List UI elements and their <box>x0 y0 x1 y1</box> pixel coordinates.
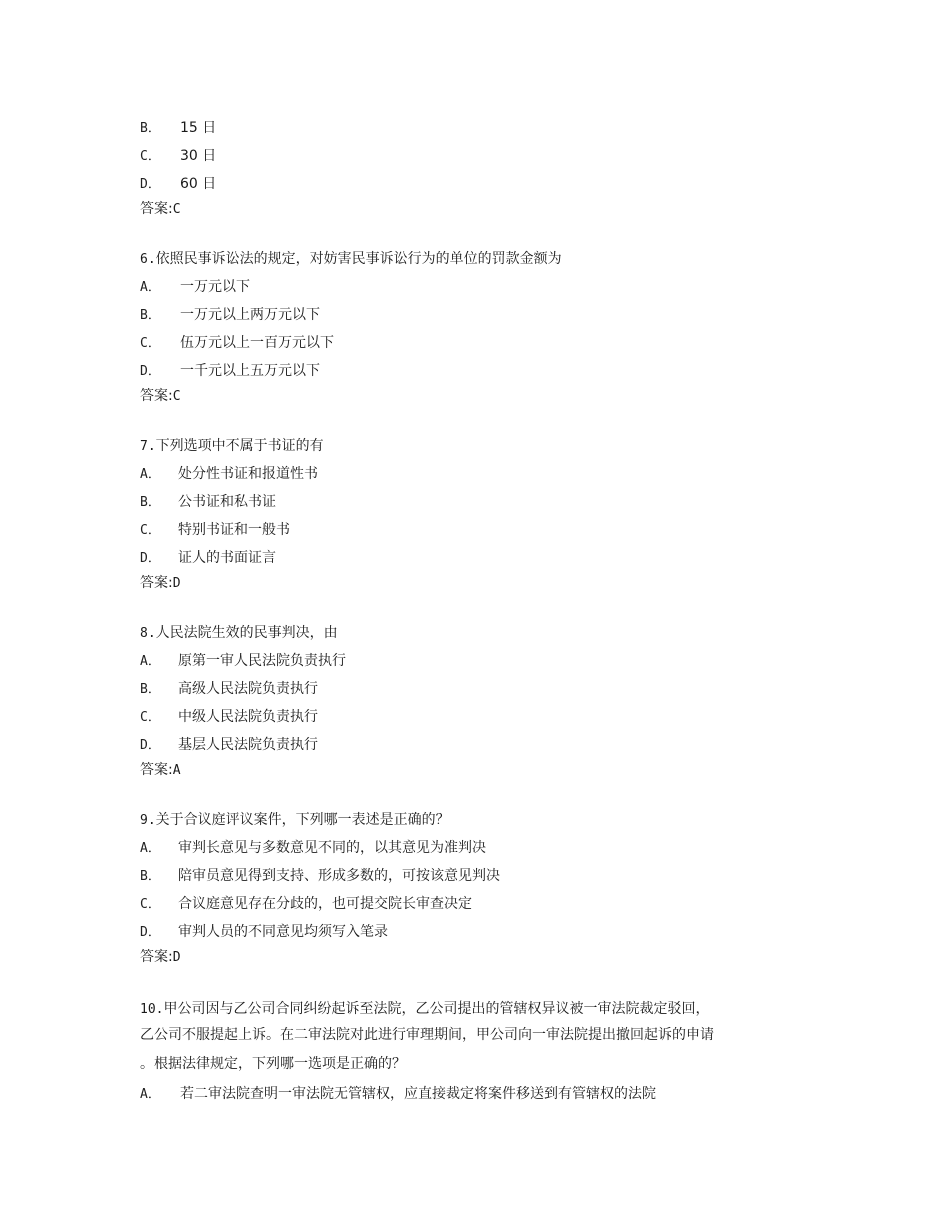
option-d <box>140 922 388 942</box>
option-text: 一万元以上两万元以下 <box>180 307 320 323</box>
option-letter: B． <box>140 121 161 136</box>
answer-label: 答案: <box>140 949 173 965</box>
answer-line <box>140 947 181 967</box>
option-letter: B． <box>140 682 161 697</box>
answer-value: A <box>172 763 181 778</box>
option-a <box>140 1084 656 1104</box>
option-c <box>140 894 472 914</box>
option-text: 一万元以下 <box>180 279 250 295</box>
option-letter: C． <box>140 897 161 912</box>
option-letter: A． <box>140 841 161 856</box>
question-text-line-1: 甲公司因与乙公司合同纠纷起诉至法院，乙公司提出的管辖权异议被一审法院裁定驳回， <box>163 1001 710 1017</box>
answer-label: 答案: <box>140 388 173 404</box>
option-letter: D． <box>140 925 161 940</box>
option-c <box>140 520 290 540</box>
option-letter: A． <box>140 280 161 295</box>
option-d <box>140 174 216 194</box>
option-text: 原第一审人民法院负责执行 <box>178 653 346 669</box>
question-stem <box>140 623 338 643</box>
answer-label: 答案: <box>140 201 173 217</box>
option-b <box>140 679 318 699</box>
option-b <box>140 492 276 512</box>
question-number: 8. <box>140 626 156 641</box>
answer-value: C <box>172 202 181 217</box>
option-a <box>140 277 250 297</box>
document-page <box>140 0 820 1230</box>
option-letter: D． <box>140 364 161 379</box>
option-letter: A． <box>140 467 161 482</box>
option-text: 一千元以上五万元以下 <box>180 363 320 379</box>
option-a <box>140 838 486 858</box>
option-text: 中级人民法院负责执行 <box>178 709 318 725</box>
question-text: 依照民事诉讼法的规定，对妨害民事诉讼行为的单位的罚款金额为 <box>155 251 562 267</box>
option-letter: B． <box>140 495 161 510</box>
answer-value: C <box>172 389 181 404</box>
option-text: 审判人员的不同意见均须写入笔录 <box>178 924 388 940</box>
question-stem <box>140 436 324 456</box>
option-c <box>140 146 216 166</box>
option-text: 若二审法院查明一审法院无管辖权，应直接裁定将案件移送到有管辖权的法院 <box>180 1086 656 1102</box>
answer-value: D <box>172 576 181 591</box>
answer-line <box>140 573 181 593</box>
option-c <box>140 333 334 353</box>
option-text: 处分性书证和报道性书 <box>178 466 318 482</box>
question-stem <box>140 810 450 830</box>
option-b <box>140 118 216 138</box>
question-stem <box>140 999 709 1019</box>
option-letter: A． <box>140 1087 161 1102</box>
question-stem <box>140 249 562 269</box>
question-text: 关于合议庭评议案件，下列哪一表述是正确的？ <box>155 812 450 828</box>
option-b <box>140 866 500 886</box>
option-text: 15 日 <box>180 120 217 136</box>
option-text: 证人的书面证言 <box>178 550 276 566</box>
option-a <box>140 464 318 484</box>
option-text: 特别书证和一般书 <box>178 522 290 538</box>
option-letter: D． <box>140 738 161 753</box>
question-number: 7. <box>140 439 156 454</box>
option-d <box>140 548 276 568</box>
question-text: 人民法院生效的民事判决，由 <box>155 625 338 641</box>
option-letter: C． <box>140 149 161 164</box>
option-text: 高级人民法院负责执行 <box>178 681 318 697</box>
answer-label: 答案: <box>140 575 173 591</box>
option-text: 伍万元以上一百万元以下 <box>180 335 334 351</box>
answer-line <box>140 760 181 780</box>
question-text-line-3: 。根据法律规定，下列哪一选项是正确的？ <box>140 1056 406 1072</box>
question-number: 10. <box>140 1002 164 1017</box>
answer-line <box>140 199 181 219</box>
option-b <box>140 305 320 325</box>
answer-value: D <box>172 950 181 965</box>
option-letter: B． <box>140 308 161 323</box>
option-d <box>140 735 318 755</box>
option-text: 审判长意见与多数意见不同的，以其意见为准判决 <box>178 840 486 856</box>
option-letter: C． <box>140 336 161 351</box>
option-c <box>140 707 318 727</box>
option-text: 陪审员意见得到支持、形成多数的，可按该意见判决 <box>178 868 500 884</box>
option-letter: C． <box>140 523 161 538</box>
option-text: 合议庭意见存在分歧的，也可提交院长审查决定 <box>178 896 472 912</box>
answer-label: 答案: <box>140 762 173 778</box>
question-number: 6. <box>140 252 156 267</box>
option-text: 基层人民法院负责执行 <box>178 737 318 753</box>
option-letter: D． <box>140 551 161 566</box>
question-text-line-2: 乙公司不服提起上诉。在二审法院对此进行审理期间，甲公司向一审法院提出撤回起诉的申请 <box>140 1027 714 1043</box>
option-text: 公书证和私书证 <box>178 494 276 510</box>
option-letter: D． <box>140 177 161 192</box>
option-letter: B． <box>140 869 161 884</box>
option-text: 60 日 <box>180 176 217 192</box>
question-number: 9. <box>140 813 156 828</box>
option-letter: A． <box>140 654 161 669</box>
option-letter: C． <box>140 710 161 725</box>
option-text: 30 日 <box>180 148 217 164</box>
question-text: 下列选项中不属于书证的有 <box>155 438 324 454</box>
option-a <box>140 651 346 671</box>
answer-line <box>140 386 181 406</box>
option-d <box>140 361 320 381</box>
